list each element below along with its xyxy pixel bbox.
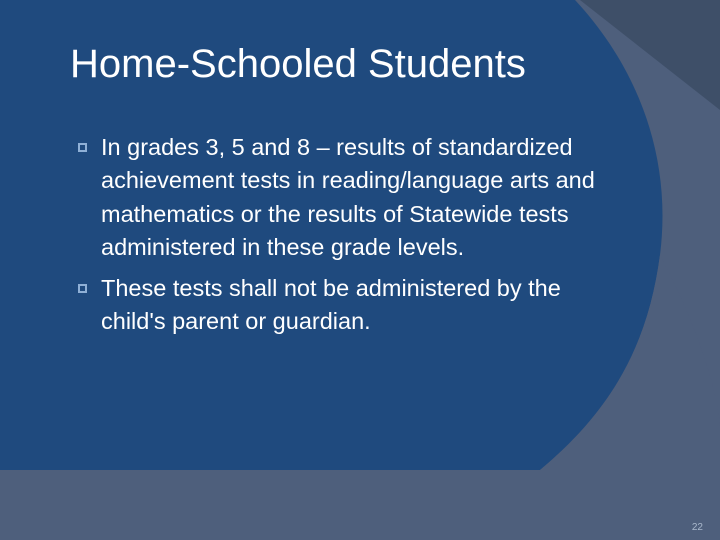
square-bullet-icon [78, 143, 87, 152]
slide-title: Home-Schooled Students [70, 42, 526, 86]
bullet-text: In grades 3, 5 and 8 – results of standardized achievement tests in reading/language arts and mathematics or the results of Statewide tests administered in these grade levels. [101, 134, 595, 261]
bullet-list [78, 131, 618, 345]
square-bullet-icon [78, 284, 87, 293]
page-number: 22 [691, 522, 703, 533]
bullet-text: These tests shall not be administered by the child's parent or guardian. [101, 274, 561, 335]
bullet-item [78, 131, 618, 265]
bullet-item [78, 272, 618, 339]
